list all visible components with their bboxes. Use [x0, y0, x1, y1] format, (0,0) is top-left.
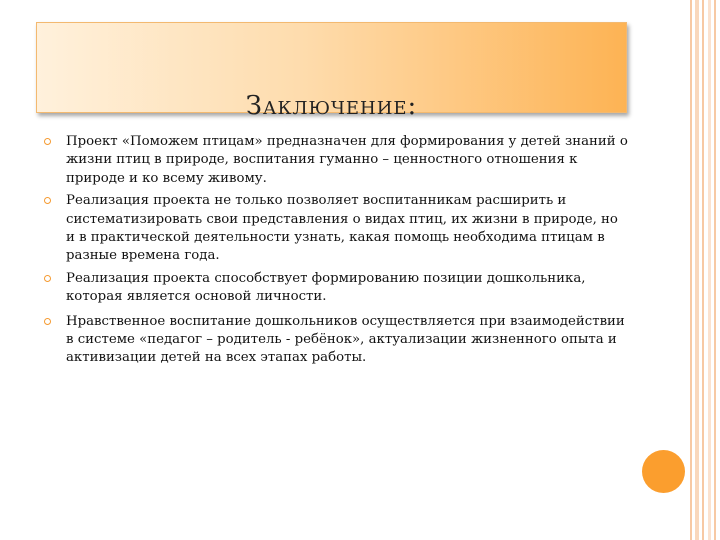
decorative-stripe [708, 0, 711, 540]
bullet-circle-icon [44, 318, 51, 325]
bullet-circle-icon [44, 138, 51, 145]
slide-title: Заключение: [245, 91, 418, 121]
bullet-text: Реализация проекта не только позволяет воспитанникам расширить и систематизировать свои представления о видах птиц, их жизни в природе, но и в практической деятельности узнать, какая помощь необходима птицам в разные времена года. [66, 193, 618, 264]
decorative-stripe [714, 0, 716, 540]
list-item [40, 192, 630, 266]
decorative-circle [642, 450, 685, 493]
bullet-text: Проект «Поможем птицам» предназначен для формирования у детей знаний о жизни птиц в природе, воспитания гуманно – ценностного отношения к природе и ко всему живому. [66, 134, 628, 186]
bullet-list [40, 133, 630, 372]
decorative-stripe [690, 0, 692, 540]
bullet-text: Реализация проекта способствует формированию позиции дошкольника, которая является основой личности. [66, 270, 586, 305]
bullet-circle-icon [44, 275, 51, 282]
decorative-stripe [702, 0, 704, 540]
list-item [40, 313, 630, 368]
decorative-stripe [695, 0, 699, 540]
title-banner [36, 22, 627, 121]
bullet-text: Нравственное воспитание дошкольников осуществляется при взаимодействии в системе «педагог – родитель - ребёнок», актуализации жизненного опыта и активизации детей на всех этапах работы. [66, 313, 625, 366]
list-item [40, 270, 630, 307]
bullet-circle-icon [44, 197, 51, 204]
list-item [40, 133, 630, 188]
